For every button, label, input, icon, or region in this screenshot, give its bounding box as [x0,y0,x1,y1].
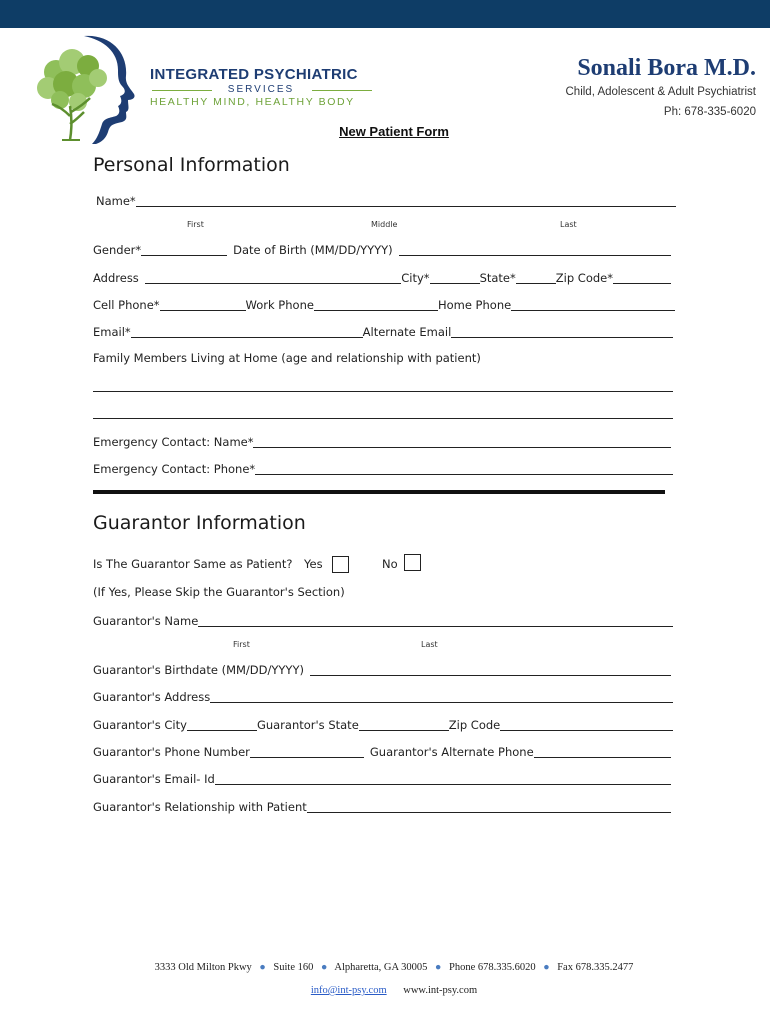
email-row [93,323,673,339]
bullet-icon: ● [259,962,266,973]
header-bar [0,0,770,28]
guarantor-city-row [93,716,673,732]
first-name-sublabel: First [187,220,204,229]
guarantor-name-row [93,612,673,628]
guarantor-email-field[interactable] [215,773,671,785]
emergency-phone-row [93,460,673,476]
guarantor-relationship-field[interactable] [307,801,671,813]
personal-info-heading: Personal Information [93,154,290,176]
phone-row [93,296,675,312]
form-title: New Patient Form [339,124,449,139]
city-field[interactable] [430,272,480,284]
footer-street: 3333 Old Milton Pkwy [154,962,252,973]
doctor-specialty: Child, Adolescent & Adult Psychiatrist [565,86,756,98]
last-name-sublabel: Last [560,220,577,229]
gender-field[interactable] [141,244,227,256]
guarantor-birthdate-row [93,661,671,677]
family-members-line-2[interactable] [93,418,673,419]
gender-dob-row [93,241,671,257]
bullet-icon: ● [435,962,442,973]
guarantor-birthdate-label: Guarantor's Birthdate (MM/DD/YYYY) [93,663,304,677]
family-members-line-1[interactable] [93,391,673,392]
guarantor-last-sublabel: Last [421,640,438,649]
emergency-phone-label: Emergency Contact: Phone* [93,462,256,476]
guarantor-phone-row [93,743,671,759]
guarantor-address-field[interactable] [210,691,673,703]
guarantor-info-heading: Guarantor Information [93,512,306,534]
emergency-name-field[interactable] [253,436,671,448]
state-label: State* [479,271,516,285]
brand-name: INTEGRATED PSYCHIATRIC [150,66,358,83]
cell-phone-field[interactable] [160,299,246,311]
guarantor-yes-checkbox[interactable] [332,556,349,573]
email-label: Email* [93,325,131,339]
cell-phone-label: Cell Phone* [93,298,160,312]
guarantor-yes-label: Yes [304,557,323,571]
city-label: City* [401,271,430,285]
work-phone-label: Work Phone [245,298,314,312]
guarantor-email-label: Guarantor's Email- Id [93,772,215,786]
guarantor-zip-label: Zip Code [448,718,501,732]
work-phone-field[interactable] [314,299,438,311]
home-phone-field[interactable] [511,299,675,311]
brand-tagline: HEALTHY MIND, HEALTHY BODY [150,96,355,108]
zip-label: Zip Code* [555,271,613,285]
bullet-icon: ● [320,962,328,973]
footer-email-link[interactable]: info@int-psy.com [310,985,387,996]
name-row [96,192,676,208]
section-divider [93,490,665,494]
dob-label: Date of Birth (MM/DD/YYYY) [233,243,393,257]
guarantor-skip-note: (If Yes, Please Skip the Guarantor's Section) [93,585,345,599]
name-label: Name* [96,194,136,208]
alternate-email-field[interactable] [451,326,673,338]
footer-address [0,962,770,973]
guarantor-relationship-label: Guarantor's Relationship with Patient [93,800,307,814]
home-phone-label: Home Phone [437,298,512,312]
name-field[interactable] [136,195,676,207]
guarantor-birthdate-field[interactable] [310,664,671,676]
footer-links [0,985,770,996]
dob-field[interactable] [399,244,671,256]
guarantor-city-label: Guarantor's City [93,718,187,732]
guarantor-address-row [93,688,673,704]
guarantor-city-field[interactable] [187,719,257,731]
alternate-email-label: Alternate Email [362,325,452,339]
guarantor-state-label: Guarantor's State [256,718,359,732]
brand-services: SERVICES [227,84,295,95]
guarantor-zip-field[interactable] [500,719,673,731]
guarantor-alt-phone-label: Guarantor's Alternate Phone [369,745,534,759]
guarantor-name-field[interactable] [198,615,673,627]
bullet-icon: ● [543,962,550,973]
footer-phone: Phone 678.335.6020 [449,962,536,973]
emergency-phone-field[interactable] [255,463,673,475]
guarantor-phone-field[interactable] [250,746,364,758]
guarantor-email-row [93,770,671,786]
guarantor-relationship-row [93,798,671,814]
state-field[interactable] [516,272,556,284]
emergency-name-label: Emergency Contact: Name* [93,435,254,449]
guarantor-alt-phone-field[interactable] [534,746,671,758]
guarantor-name-label: Guarantor's Name [93,614,199,628]
zip-field[interactable] [613,272,671,284]
doctor-name: Sonali Bora M.D. [577,55,756,81]
guarantor-no-label: No [382,557,398,571]
guarantor-same-question: Is The Guarantor Same as Patient? [93,557,293,571]
gender-label: Gender* [93,243,142,257]
doctor-phone: Ph: 678-335-6020 [663,106,756,118]
email-field[interactable] [131,326,363,338]
footer-suite: Suite 160 [273,962,314,973]
family-members-label: Family Members Living at Home (age and relationship with patient) [93,351,481,365]
emergency-name-row [93,433,671,449]
guarantor-phone-label: Guarantor's Phone Number [93,745,250,759]
footer-fax: Fax 678.335.2477 [557,962,634,973]
guarantor-address-label: Guarantor's Address [93,690,211,704]
guarantor-no-checkbox[interactable] [404,554,421,571]
address-row [93,269,671,285]
brand-rule-right [312,90,372,91]
address-field[interactable] [145,272,401,284]
footer-website[interactable]: www.int-psy.com [403,985,478,996]
guarantor-first-sublabel: First [233,640,250,649]
guarantor-state-field[interactable] [359,719,449,731]
address-label: Address [93,271,139,285]
middle-name-sublabel: Middle [371,220,398,229]
footer-city: Alpharetta, GA 30005 [334,962,428,973]
